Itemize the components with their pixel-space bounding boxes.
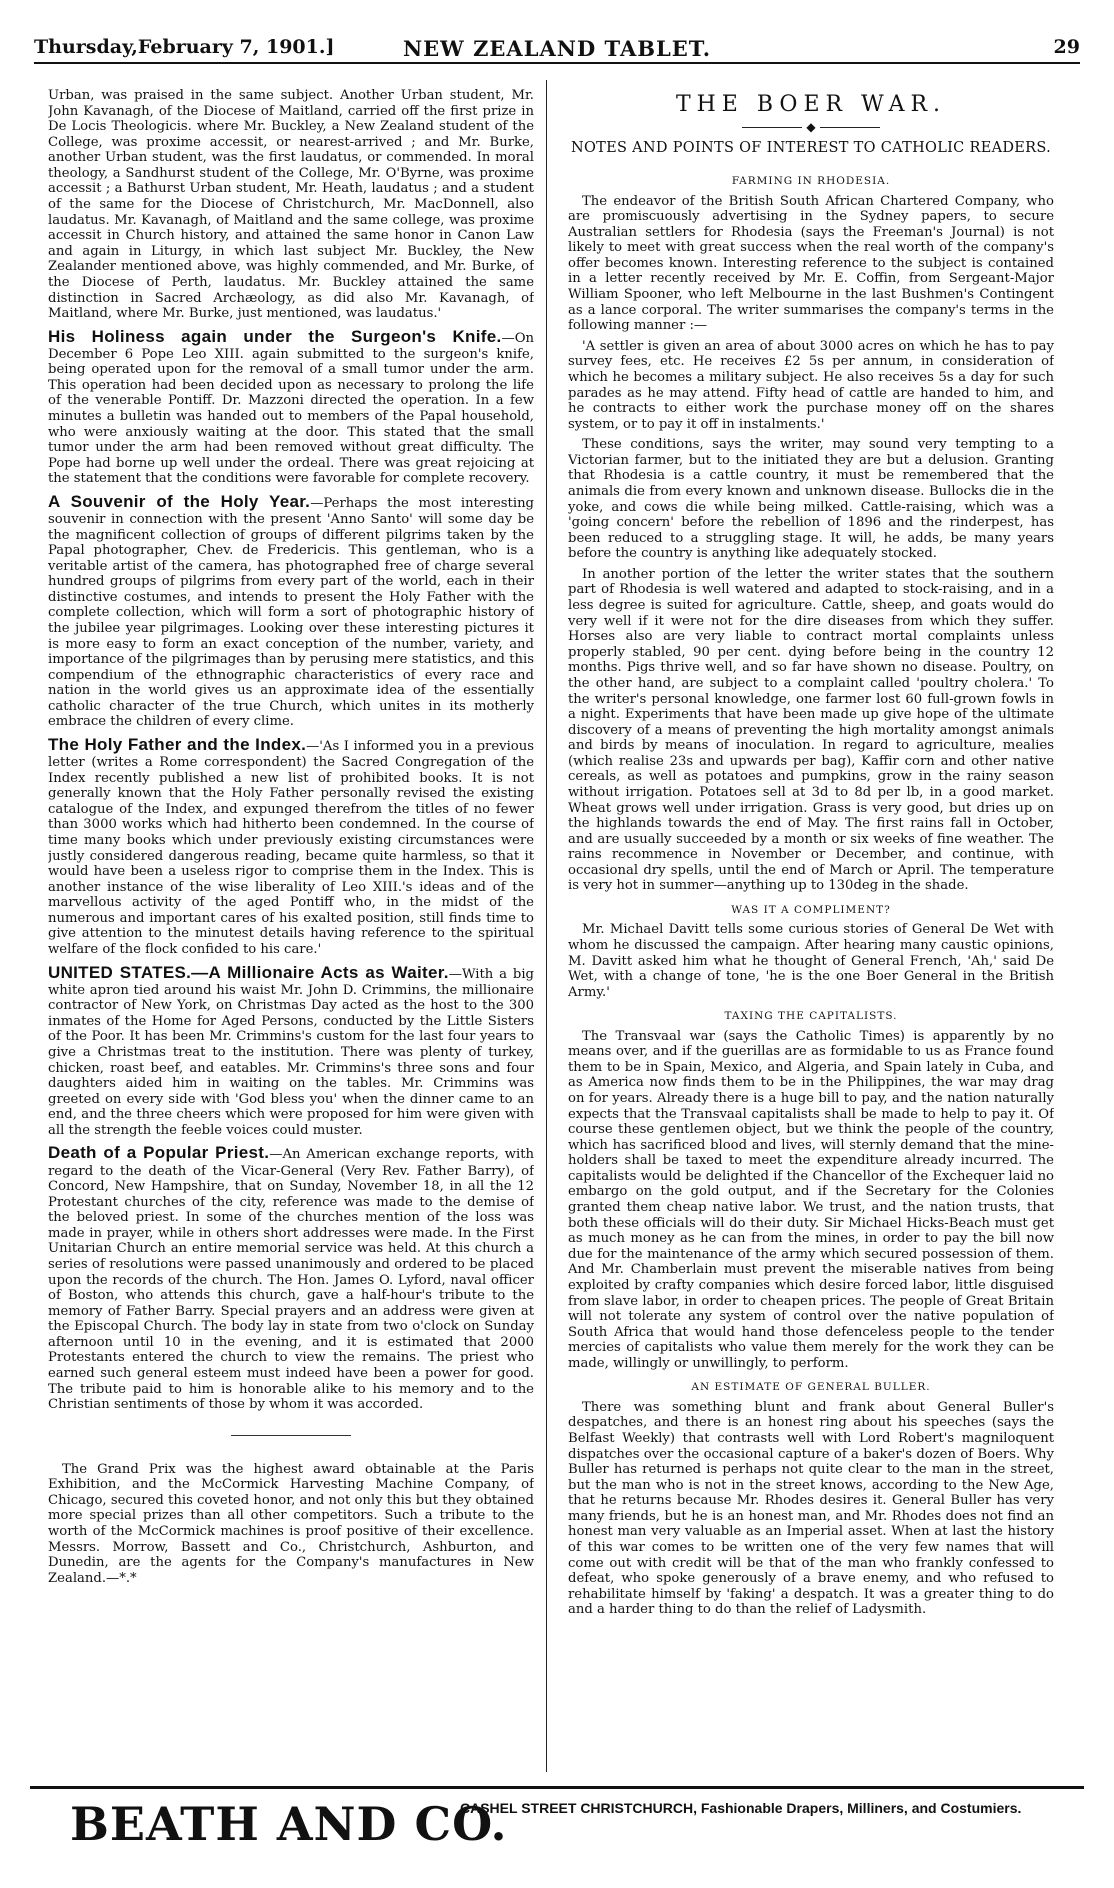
news-item [48, 327, 534, 487]
company-name: BEATH AND CO. [70, 1797, 508, 1851]
paragraph: In another portion of the letter the writer states that the southern part of Rhodesia is well watered and adapted to stock-raising, and in a less degree is suited for agriculture. Cattle, sheep, and goats would do very well if it were not for the dire diseases from which they suffer. Horses also are very liable to contract mortal complaints unless properly stabled, 90 per cent. dying before being in the country 12 months. Pigs thrive well, and so far have shown no disease. Poultry, on the other hand, are subject to a complaint called 'poultry cholera.' To the writer's personal knowledge, one farmer lost 60 full-grown fowls in a night. Experiments that have been made up give hope of the ultimate discovery of a means of preventing the high mortality amongst animals and birds by means of inoculation. In regard to agriculture, mealies (which realise 23s and upwards per bag), Kaffir corn and other native cereals, as well as potatoes and pumpkins, grow in the rainy season without irrigation. Potatoes sell at 3d to 8d per lb, in a good market. Wheat grows well under irrigation. Grass is very good, but dries up on the highlands towards the end of May. The first rains fall in October, and are usually succeeded by a month or six weeks of fine weather. The rains recommence in November or December, and continue, with occasional dry spells, until the end of March or April. The temperature is very hot in summer—anything up to 130deg in the shade. [568, 566, 1054, 894]
paragraph: These conditions, says the writer, may sound very tempting to a Victorian farmer, but to the initiated they are but a delusion. Granting that Rhodesia is a cattle country, it must be remembered that the animals die from every known and unknown disease. Bullocks die in the yoke, and cows die while being milked. Cattle-raising, which was a 'going concern' before the rebellion of 1896 and the rinderpest, has been reduced to a struggling stage. It will, he adds, be many years before the country is anything like adequately stocked. [568, 437, 1054, 562]
paragraph: There was something blunt and frank about General Buller's despatches, and there is an honest ring about his speeches (says the Belfast Weekly) that contrasts well with Lord Robert's magniloquent dispatches over the occasional capture of a baker's dozen of Boers. Why Buller has returned is perhaps not quite clear to the man in the street, but the man who is not in the street knows, according to the New Age, that he returns because Mr. Rhodes desires it. General Buller has very many friends, but he is an honest man, and Mr. Rhodes does not find an honest man very valuable as an Imperial asset. When at last the history of this war comes to be written one of the very few names that will come out with credit will be that of the man who frankly confessed to defeat, who spoke generously of a brave enemy, and who refused to rehabilitate himself by 'faking' a despatch. It was a greater thing to do and a harder thing to do than the relief of Ladysmith. [568, 1399, 1054, 1618]
article-title: THE BOER WAR. [675, 92, 947, 117]
right-column [568, 88, 1054, 1768]
news-item [48, 735, 534, 958]
publication-title: NEW ZEALAND TABLET. [402, 36, 712, 61]
news-item [48, 963, 534, 1139]
left-column [48, 88, 534, 1768]
item-title: The Holy Father and the Index. [48, 735, 307, 755]
paragraph: Mr. Michael Davitt tells some curious stories of General De Wet with whom he discussed the campaign. After hearing many caustic opinions, M. Davitt asked him what he thought of General French, 'Ah,' said De Wet, with a change of tone, 'he is the one Boer General in the British Army.' [568, 922, 1054, 1000]
item-title: A Souvenir of the Holy Year. [48, 491, 311, 511]
item-body: —An American exchange reports, with regard to the death of the Vicar-General (Very Rev. Father Barry), of Concord, New Hampshire, that on Sunday, November 18, in all the 12 Protestant churches of the city, reference was made to the demise of the beloved priest. In some of the churches mention of the loss was made in prayer, while in others short addresses were made. In the First Unitarian Church an entire memorial service was held. At this church a series of resolutions were passed unanimously and ordered to be placed upon the records of the church. The Hon. James O. Lyford, naval officer of Boston, who attends this church, gave a half-hour's tribute to the memory of Father Barry. Special prayers and an address were given at the Episcopal Church. The body lay in state from two o'clock on Sunday afternoon until 10 in the evening, and it is estimated that 2000 Protestants entered the church to view the remains. The priest who earned such general esteem must indeed have been a power for good. The tribute paid to him is honorable alike to his memory and to the Christian sentiments of those by whom it was accorded. [48, 1147, 534, 1413]
item-title: UNITED STATES.—A Millionaire Acts as Waiter. [48, 962, 449, 982]
section-heading: TAXING THE CAPITALISTS. [724, 1010, 898, 1023]
opening-paragraph: Urban, was praised in the same subject. Another Urban student, Mr. John Kavanagh, of the Diocese of Maitland, carried off the first prize in De Locis Theologicis. where Mr. Buckley, a New Zealand student of the College, was proxime accessit, or nearest-arrived ; and Mr. Burke, another Urban student, was the first laudatus, or commended. In moral theology, a Sandhurst student of the College, Mr. O'Byrne, was proxime accessit ; a Bathurst Urban student, Mr. Heath, laudatus ; and a student of the same for the Diocese of Christchurch, Mr. MacDonnell, also laudatus. Mr. Kavanagh, of Maitland and the same college, was proxime accessit in Church history, and attained the same honor in Canon Law and again in Liturgy, in which last subject Mr. Buckley, the New Zealander mentioned above, was highly commended, and Mr. Burke, of the Diocese of Perth, laudatus. Mr. Buckley attained the same distinction in Sacred Archæology, as did also Mr. Kavanagh, of Maitland, where Mr. Burke, just mentioned, was laudatus.' [48, 88, 534, 322]
issue-date: Thursday,February 7, 1901.] [34, 36, 335, 58]
news-item [48, 492, 534, 730]
item-title: Death of a Popular Priest. [48, 1143, 270, 1163]
paragraph: 'A settler is given an area of about 3000 acres on which he has to pay survey fees, etc. He receives £2 5s per annum, in consideration of which he becomes a military subject. He also receives 5s a day for such parades as he may attend. Fifty head of cattle are handed to him, and he contracts to either work the purchase money off on the shares system, or to pay it off in instalments.' [568, 338, 1054, 432]
section-separator [231, 1435, 351, 1436]
article-subtitle: NOTES AND POINTS OF INTEREST TO CATHOLIC READERS. [570, 140, 1052, 157]
page-header [34, 36, 1080, 64]
paragraph: The Transvaal war (says the Catholic Times) is apparently by no means over, and if the guerillas are as formidable to us as France found them to be in Spain, Mexico, and Algeria, and Spain lately in Cuba, and as America now finds them to be in the Philippines, the war may drag on for years. Already there is a huge bill to pay, and the nation naturally expects that the Transvaal capitalists shall be made to help to pay it. Of course these gentlemen object, but we think the people of the country, which has sacrificed blood and lives, will sternly demand that the mine-holders shall be taxed to meet the expenditure already incurred. The capitalists would be delighted if the Chancellor of the Exchequer laid no embargo on the gold output, and if the Secretary for the Colonies granted them cheap native labor. We trust, and the nation trusts, that both these officials will do their duty. Sir Michael Hicks-Beach must get as much money as he can from the mines, in order to pay the bill now due for the maintenance of the army which secured possession of them. And Mr. Chamberlain must prevent the miserable natives from being exploited by crafty companies which desire forced labor, little disguised from slave labor, in order to cheapen prices. The people of Great Britain will not tolerate any system of control over the native population of South Africa that would hand those defenceless people to the tender mercies of capitalists who value them merely for the work they can be made, willingly or unwillingly, to perform. [568, 1028, 1054, 1371]
footer-advert [30, 1786, 1084, 1859]
company-address: CASHEL STREET CHRISTCHURCH, Fashionable Drapers, Milliners, and Costumiers. [460, 1800, 1022, 1816]
item-body: —Perhaps the most interesting souvenir in connection with the present 'Anno Santo' will some day be the magnificent collection of groups of different pilgrims taken by the Papal photographer, Chev. de Fredericis. This gentleman, who is a veritable artist of the camera, has photographed free of charge several hundred groups of pilgrims from every part of the world, each in their distinctive costumes, and intends to present the Holy Father with the complete collection, which will form a sort of photographic history of the jubilee year pilgrimages. Looking over these interesting pictures it is more easy to form an exact conception of the number, variety, and importance of the pilgrimages than by perusing mere statistics, and this compendium of the ethnographic characteristics of every race and nation in the world gives us an approximate idea of the essentially catholic character of the true Church, which unites in its motherly embrace the children of every clime. [48, 495, 534, 730]
item-body: —On December 6 Pope Leo XIII. again submitted to the surgeon's knife, being operated upon for the removal of a small tumor under the arm. This operation had been decided upon as necessary to prolong the life of the venerable Pontiff. Dr. Mazzoni directed the operation. In a few minutes a bulletin was handed out to members of the Papal household, who were anxiously waiting at the door. This stated that the small tumor under the arm had been removed without great difficulty. The Pope had borne up well under the ordeal. There was great rejoicing at the statement that the conditions were favorable for complete recovery. [48, 330, 534, 487]
page-number: 29 [1053, 36, 1080, 58]
advert-paragraph: The Grand Prix was the highest award obtainable at the Paris Exhibition, and the McCormick Harvesting Machine Company, of Chicago, secured this coveted honor, and not only this but they obtained more special prizes than all other competitors. Such a tribute to the worth of the McCormick machines is proof positive of their excellence. Messrs. Morrow, Bassett and Co., Christchurch, Ashburton, and Dunedin, are the agents for the Company's manufactures in New Zealand.—*.* [48, 1461, 534, 1586]
section-heading: FARMING IN RHODESIA. [731, 175, 891, 188]
column-divider [546, 80, 547, 1772]
section-heading: WAS IT A COMPLIMENT? [731, 904, 891, 917]
item-body: —'As I informed you in a previous letter (writes a Rome correspondent) the Sacred Congregation of the Index recently published a new list of prohibited books. It is not generally known that the Holy Father personally revised the existing catalogue of the Index, and expunged therefrom the titles of no fewer than 3000 works which had hitherto been condemned. In the course of time many books which under previously existing circumstances were justly considered dangerous reading, became quite harmless, so that it would have been a useless rigor to comprise them in the Index. This is another instance of the wise liberality of Leo XIII.'s ideas and of the marvellous activity of the aged Pontiff who, in the midst of the numerous and important cares of his exalted position, still finds time to give attention to the minutest details having reference to the spiritual welfare of the flock confided to his care.' [48, 739, 534, 958]
item-title: His Holiness again under the Surgeon's Knife. [48, 326, 502, 346]
section-heading: AN ESTIMATE OF GENERAL BULLER. [691, 1381, 931, 1394]
title-ornament: ◆ [568, 120, 1054, 134]
news-item [48, 1143, 534, 1412]
paragraph: The endeavor of the British South African Chartered Company, who are promiscuously advertising in the Sydney papers, to secure Australian settlers for Rhodesia (says the Freeman's Journal) is not likely to meet with great success when the real worth of the company's offer becomes known. Interesting reference to the subject is contained in a letter recently received by Mr. E. Coffin, from Sergeant-Major William Spooner, who left Melbourne in the last Bushmen's Contingent as a lance corporal. The writer summarises the company's terms in the following manner :— [568, 193, 1054, 334]
item-body: —With a big white apron tied around his waist Mr. John D. Crimmins, the millionaire contractor of New York, on Christmas Day acted as the host to the 300 inmates of the Home for Aged Persons, conducted by the Little Sisters of the Poor. It has been Mr. Crimmins's custom for the last four years to give a Christmas treat to the institution. There was plenty of turkey, chicken, roast beef, and eatables. Mr. Crimmins's three sons and four daughters aided him in waiting on the tables. Mr. Crimmins was greeted on every side with 'God bless you' when the dinner came to an end, and the three cheers which were proposed for him were given with all the strength the feeble voices could muster. [48, 966, 534, 1138]
